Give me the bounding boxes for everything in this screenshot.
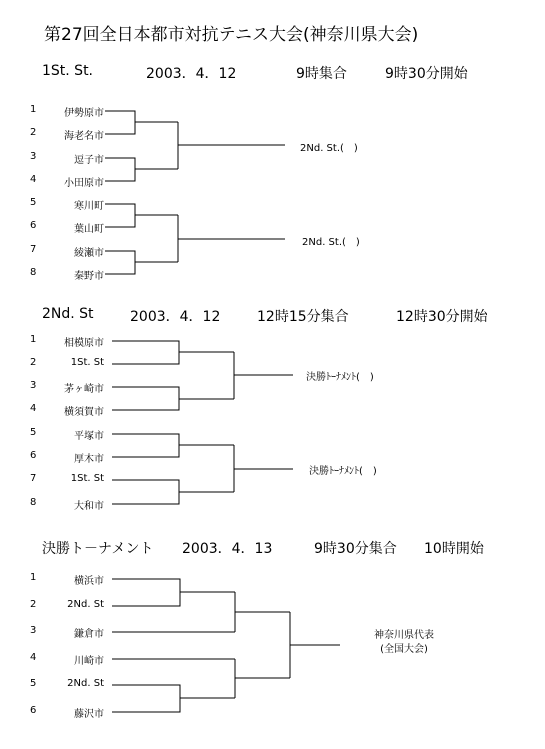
stage1-seed: 6 xyxy=(30,220,37,231)
bracket-line xyxy=(112,579,180,606)
stage1-team: 寒川町 xyxy=(74,201,104,212)
bracket-line xyxy=(112,387,179,410)
stage1-team: 小田原市 xyxy=(64,178,104,189)
stage3-lines xyxy=(112,579,340,712)
bracket-line xyxy=(112,480,179,504)
stage3-seed: 1 xyxy=(30,572,37,583)
stage3-date: 2003．4．13 xyxy=(182,541,273,557)
stage1-result: 2Nd. St.( ) xyxy=(300,143,358,154)
stage1-team: 葉山町 xyxy=(74,224,104,235)
stage1-team: 伊勢原市 xyxy=(64,108,104,119)
stage2-team: 横須賀市 xyxy=(64,407,104,418)
stage2-seed: 1 xyxy=(30,334,37,345)
stage2-result: 決勝ﾄｰﾅﾒﾝﾄ( ) xyxy=(309,466,377,477)
stage2-team: 平塚市 xyxy=(74,431,104,442)
stage3-seed: 3 xyxy=(30,625,37,636)
stage1-team: 海老名市 xyxy=(64,131,104,142)
bracket-line xyxy=(105,251,135,274)
stage2-seed: 8 xyxy=(30,497,37,508)
stage1-seed: 7 xyxy=(30,244,37,255)
bracket-line xyxy=(105,204,135,227)
stage3-seed: 2 xyxy=(30,599,37,610)
stage3-name: 決勝ト－ナメント xyxy=(42,541,154,557)
stage3-team: 川崎市 xyxy=(74,656,104,667)
stage2-seed: 4 xyxy=(30,403,37,414)
stage2-result: 決勝ﾄｰﾅﾒﾝﾄ( ) xyxy=(306,372,374,383)
stage3-seed: 5 xyxy=(30,678,37,689)
bracket-line xyxy=(112,434,179,457)
stage1-seed: 5 xyxy=(30,197,37,208)
stage3-team: 鎌倉市 xyxy=(74,629,104,640)
page-title: 第27回全日本都市対抗テニス大会(神奈川県大会) xyxy=(44,25,419,45)
stage1-seed: 8 xyxy=(30,267,37,278)
stage2-seed: 7 xyxy=(30,473,37,484)
stage2-seed: 3 xyxy=(30,380,37,391)
bracket-line xyxy=(105,158,135,181)
stage1-date: 2003．4．12 xyxy=(146,66,237,82)
stage1-seed: 4 xyxy=(30,174,37,185)
stage3-seed: 4 xyxy=(30,652,37,663)
stage2-team: 茅ヶ崎市 xyxy=(64,384,104,395)
bracket-line xyxy=(112,685,180,712)
stage2-seed: 5 xyxy=(30,427,37,438)
stage2-name: 2Nd. St xyxy=(42,306,94,322)
stage2-seed: 2 xyxy=(30,357,37,368)
stage2-seed: 6 xyxy=(30,450,37,461)
stage1-team: 綾瀬市 xyxy=(74,248,104,259)
final-result-line2: (全国大会) xyxy=(380,644,428,655)
stage2-team: 相模原市 xyxy=(64,338,104,349)
stage3-assembly: 9時30分集合 xyxy=(314,541,397,557)
final-result-line1: 神奈川県代表 xyxy=(374,630,434,641)
bracket-line xyxy=(112,341,179,364)
stage1-seed: 2 xyxy=(30,127,37,138)
stage1-team: 秦野市 xyxy=(74,271,104,282)
stage2-team: 1St. St xyxy=(70,473,104,484)
stage1-start: 9時30分開始 xyxy=(385,66,468,82)
stage1-name: 1St. St. xyxy=(42,63,94,79)
stage2-team: 厚木市 xyxy=(74,454,104,465)
stage3-seed: 6 xyxy=(30,705,37,716)
stage2-lines xyxy=(112,341,293,504)
stage3-start: 10時開始 xyxy=(424,541,484,557)
stage2-assembly: 12時15分集合 xyxy=(257,309,349,325)
stage2-team: 1St. St xyxy=(70,357,104,368)
stage3-team: 横浜市 xyxy=(74,576,104,587)
stage3-team: 藤沢市 xyxy=(74,709,104,720)
stage1-team: 逗子市 xyxy=(74,155,104,166)
stage1-seed: 1 xyxy=(30,104,37,115)
bracket-line xyxy=(105,111,135,134)
stage1-seed: 3 xyxy=(30,151,37,162)
stage3-team: 2Nd. St xyxy=(67,599,104,610)
stage2-date: 2003．4．12 xyxy=(130,309,221,325)
stage2-start: 12時30分開始 xyxy=(396,309,488,325)
stage1-assembly: 9時集合 xyxy=(296,66,347,82)
stage1-result: 2Nd. St.( ) xyxy=(302,237,360,248)
stage3-team: 2Nd. St xyxy=(67,678,104,689)
stage1-lines xyxy=(105,111,285,274)
stage2-team: 大和市 xyxy=(74,501,104,512)
